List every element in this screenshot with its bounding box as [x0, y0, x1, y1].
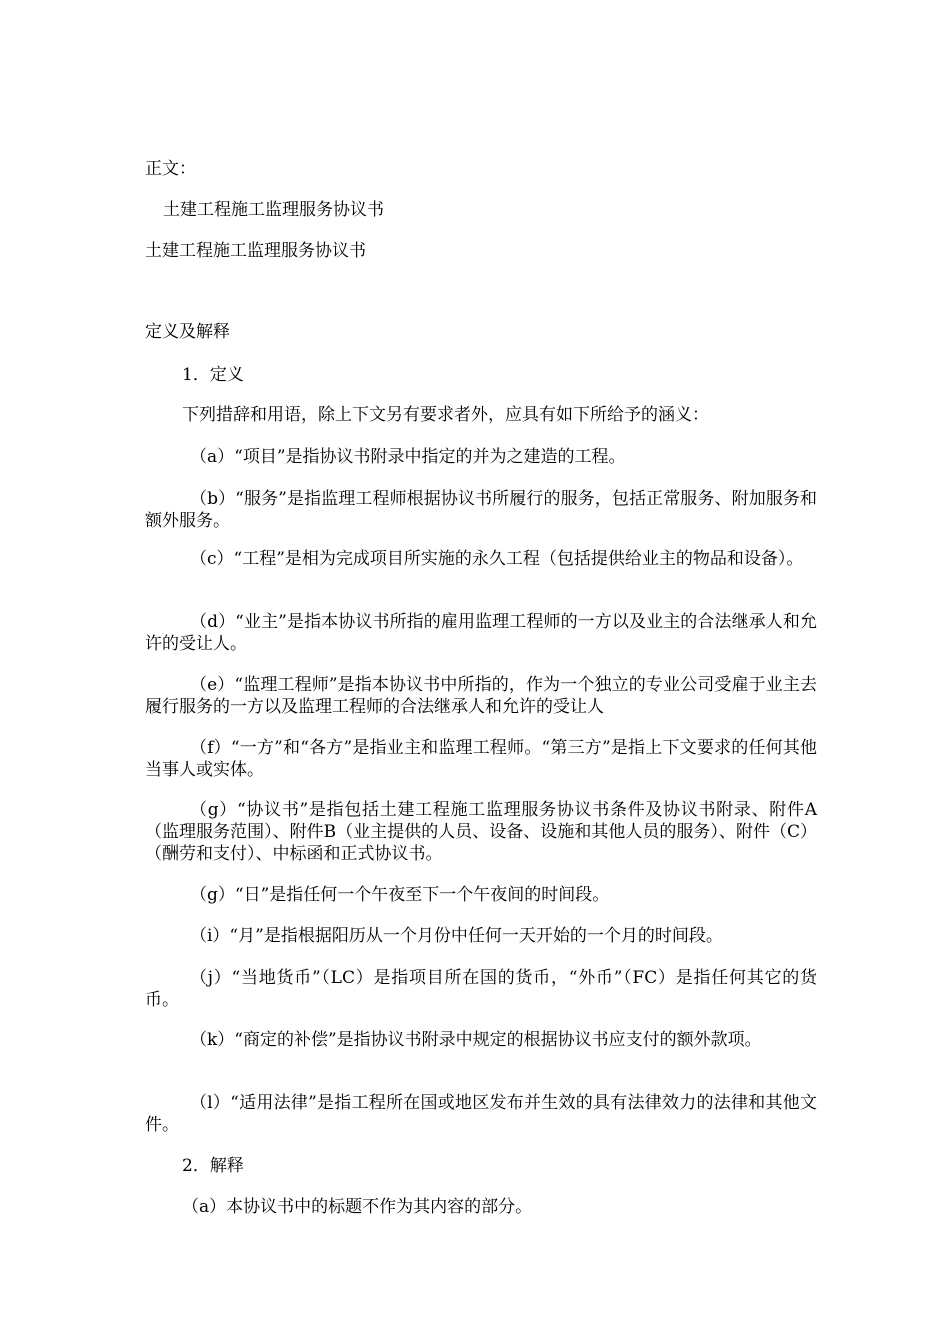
definition-item: （d）“业主”是指本协议书所指的雇用监理工程师的一方以及业主的合法继承人和允许的受让人。 — [145, 612, 817, 654]
definition-item: （g）“日”是指任何一个午夜至下一个午夜间的时间段。 — [190, 885, 610, 905]
section-heading: 定义及解释 — [145, 322, 230, 342]
subsection-definitions-heading: 1．定义 — [182, 365, 244, 385]
definition-item: （i）“月”是指根据阳历从一个月份中任何一天开始的一个月的时间段。 — [190, 926, 723, 946]
definition-item: （a）“项目”是指协议书附录中指定的并为之建造的工程。 — [190, 447, 626, 467]
definition-item: （j）“当地货币”（LC）是指项目所在国的货币，“外币”（FC）是指任何其它的货币。 — [145, 968, 817, 1010]
definition-item: （l）“适用法律”是指工程所在国或地区发布并生效的具有法律效力的法律和其他文件。 — [145, 1093, 817, 1135]
subsection-interpretation-heading: 2．解释 — [182, 1156, 244, 1176]
body-label: 正文： — [145, 159, 196, 179]
document-title: 土建工程施工监理服务协议书 — [145, 241, 366, 261]
definition-item: （k）“商定的补偿”是指协议书附录中规定的根据协议书应支付的额外款项。 — [190, 1030, 762, 1050]
definition-item: （g）“协议书”是指包括土建工程施工监理服务协议书条件及协议书附录、附件A（监理服务范围）、附件B（业主提供的人员、设备、设施和其他人员的服务）、附件（C）（酬劳和支付）、中标函和正式协议书。 — [145, 800, 817, 864]
definition-item: （e）“监理工程师”是指本协议书中所指的，作为一个独立的专业公司受雇于业主去履行服务的一方以及监理工程师的合法继承人和允许的受让人 — [145, 675, 817, 717]
document-title-indented: 土建工程施工监理服务协议书 — [163, 200, 384, 220]
definition-item: （f）“一方”和“各方”是指业主和监理工程师。“第三方”是指上下文要求的任何其他当事人或实体。 — [145, 738, 817, 780]
interpretation-item: （a）本协议书中的标题不作为其内容的部分。 — [182, 1197, 533, 1217]
definition-item: （c）“工程”是相为完成项目所实施的永久工程（包括提供给业主的物品和设备）。 — [190, 549, 804, 569]
definitions-intro: 下列措辞和用语，除上下文另有要求者外，应具有如下所给予的涵义： — [182, 405, 709, 425]
definition-item: （b）“服务”是指监理工程师根据协议书所履行的服务，包括正常服务、附加服务和额外服务。 — [145, 489, 817, 531]
